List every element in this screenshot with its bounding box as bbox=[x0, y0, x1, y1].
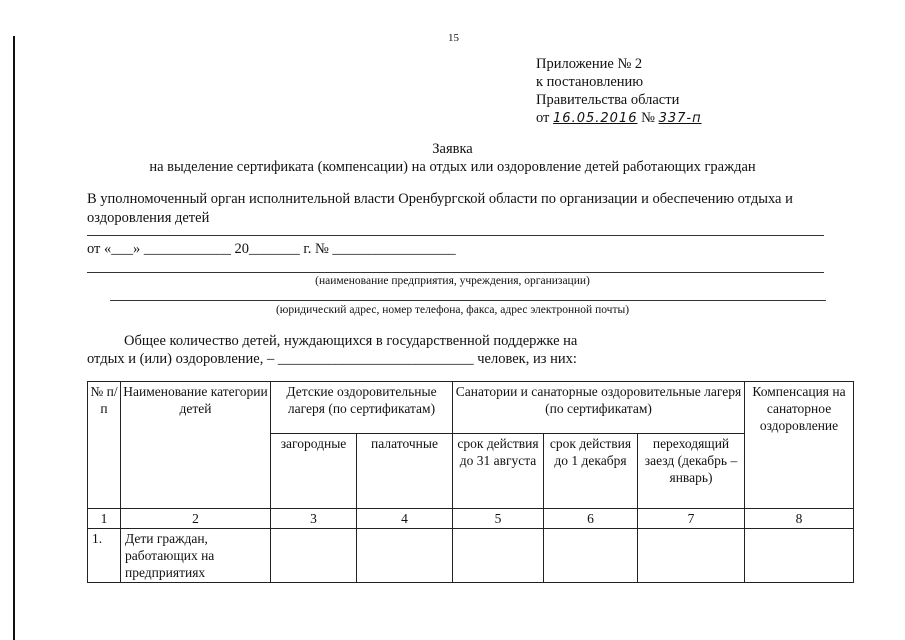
addressee-text: В уполномоченный орган исполнительной власти Оренбургской области по организации и обеспечению отдыха и оздоровления детей bbox=[87, 191, 793, 226]
from-date-line: от «___» ____________ 20_______ г. № _________________ bbox=[87, 241, 456, 257]
column-number: 4 bbox=[357, 509, 453, 529]
appendix-title: Приложение № 2 bbox=[536, 56, 643, 72]
column-number: 6 bbox=[544, 509, 638, 529]
cell-empty bbox=[271, 529, 357, 583]
header-category: Наименование категории детей bbox=[121, 382, 271, 509]
address-caption: (юридический адрес, номер телефона, факса, адрес электронной почты) bbox=[275, 304, 630, 316]
header-number: № п/п bbox=[88, 382, 121, 509]
appendix-line-3: Правительства области bbox=[536, 92, 680, 108]
appendix-line-2: к постановлению bbox=[536, 74, 644, 90]
document-title: Заявка bbox=[432, 141, 473, 157]
cell-empty bbox=[453, 529, 544, 583]
appendix-block bbox=[536, 55, 702, 128]
addressee-underline bbox=[87, 235, 824, 236]
column-number: 3 bbox=[271, 509, 357, 529]
cell-empty bbox=[638, 529, 745, 583]
org-name-line bbox=[87, 272, 824, 273]
paragraph-line-1: Общее количество детей, нуждающихся в государственной поддержке на bbox=[124, 333, 578, 349]
column-number: 8 bbox=[745, 509, 854, 529]
column-number: 1 bbox=[88, 509, 121, 529]
handwritten-date: 16.05.2016 bbox=[553, 111, 638, 126]
address-line bbox=[110, 300, 826, 301]
page-number: 15 bbox=[448, 32, 459, 44]
row-number: 1. bbox=[88, 529, 121, 583]
column-number: 2 bbox=[121, 509, 271, 529]
column-number: 5 bbox=[453, 509, 544, 529]
document-subtitle: на выделение сертификата (компенсации) на отдых или оздоровление детей работающих граждан bbox=[149, 159, 756, 175]
header-sanatoria: Санатории и санаторные оздоровительные лагеря (по сертификатам) bbox=[453, 382, 745, 434]
subheader-until-december: срок действия до 1 декабря bbox=[544, 434, 638, 509]
scan-edge-line bbox=[13, 36, 15, 640]
application-table bbox=[87, 381, 854, 583]
subheader-until-august: срок действия до 31 августа bbox=[453, 434, 544, 509]
header-camps: Детские оздоровительные лагеря (по сертификатам) bbox=[271, 382, 453, 434]
appendix-date-line bbox=[536, 109, 702, 128]
handwritten-number: 337-п bbox=[658, 111, 702, 126]
table-row bbox=[88, 529, 854, 583]
date-prefix: от bbox=[536, 110, 550, 126]
cell-empty bbox=[745, 529, 854, 583]
org-name-caption: (наименование предприятия, учреждения, организации) bbox=[315, 275, 590, 287]
header-compensation: Компенсация на санаторное оздоровление bbox=[745, 382, 854, 509]
cell-empty bbox=[357, 529, 453, 583]
row-category: Дети граждан, работающих на предприятиях bbox=[121, 529, 271, 583]
column-number: 7 bbox=[638, 509, 745, 529]
subheader-country: загородные bbox=[271, 434, 357, 509]
subheader-tent: палаточные bbox=[357, 434, 453, 509]
paragraph-line-2: отдых и (или) оздоровление, – ___________________________ человек, из них: bbox=[87, 351, 577, 367]
subheader-transit: переходящий заезд (декабрь – январь) bbox=[638, 434, 745, 509]
cell-empty bbox=[544, 529, 638, 583]
number-prefix: № bbox=[641, 110, 655, 126]
